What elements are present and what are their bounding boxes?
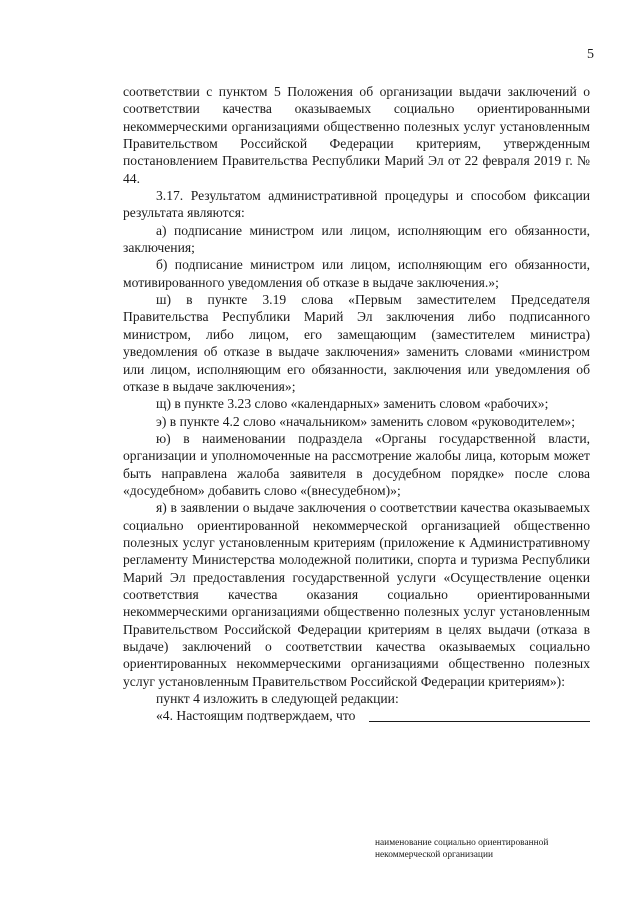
blank-caption: наименование социально ориентированной некоммерческой организации <box>375 838 549 860</box>
paragraph-item-shch: щ) в пункте 3.23 слово «календарных» заменить словом «рабочих»; <box>156 396 549 412</box>
confirmation-text: «4. Настоящим подтверждаем, что <box>156 708 356 724</box>
paragraph-item-sh: ш) в пункте 3.19 слова «Первым заместителем Председателя Правительства Республики Марий Эл заключения либо подписанного министром, либо лицом, его замещающим (заместителем министра) уведомления об отказе в выдаче заключения» заменить словами «министром или лицом, исполняющим его обязанности, заключения или уведомления об отказе в выдаче заключения»; <box>123 292 590 394</box>
fill-in-blank-line <box>369 721 590 722</box>
paragraph-point-4: пункт 4 изложить в следующей редакции: <box>156 691 399 707</box>
paragraph-item-e: э) в пункте 4.2 слово «начальником» заменить словом «руководителем»; <box>156 413 575 429</box>
page-number: 5 <box>587 47 594 62</box>
document-body <box>123 83 590 725</box>
paragraph-item-b: б) подписание министром или лицом, исполняющим его обязанности, мотивированного уведомления об отказе в выдаче заключения.»; <box>123 257 590 290</box>
paragraph-continuation: соответствии с пунктом 5 Положения об организации выдачи заключений о соответствии качества оказываемых социально ориентированными некоммерческими организациями общественно полезных услуг установленным Правительством Российской Федерации критериям, утвержденным постановлением Правительства Республики Марий Эл от 22 февраля 2019 г. № 44. <box>123 84 590 186</box>
confirmation-line <box>123 707 590 724</box>
paragraph-item-ya: я) в заявлении о выдаче заключения о соответствии качества оказываемых социально ориентированной некоммерческой организацией общественно полезных услуг установленным критериям (приложение к Административному регламенту Министерства молодежной политики, спорта и туризма Республики Марий Эл предоставления государственной услуги «Осуществление оценки соответствия качества оказания социально ориентированными некоммерческими организациями общественно полезных услуг установленным Правительством Российской Федерации критериям в целях выдачи (отказа в выдаче) заключений о соответствии качества оказываемых социально ориентированных некоммерческими организациями общественно полезных услуг установленным Правительством Российской Федерации критериям»): <box>123 500 590 689</box>
paragraph-3-17: 3.17. Результатом административной процедуры и способом фиксации результата являются: <box>123 188 590 221</box>
paragraph-item-yu: ю) в наименовании подраздела «Органы государственной власти, организации и уполномоченные на рассмотрение жалобы лица, которым может быть направлена жалоба заявителя в досудебном порядке» после слова «досудебном» добавить слово «(внесудебном)»; <box>123 430 590 498</box>
paragraph-item-a: а) подписание министром или лицом, исполняющим его обязанности, заключения; <box>123 222 590 256</box>
